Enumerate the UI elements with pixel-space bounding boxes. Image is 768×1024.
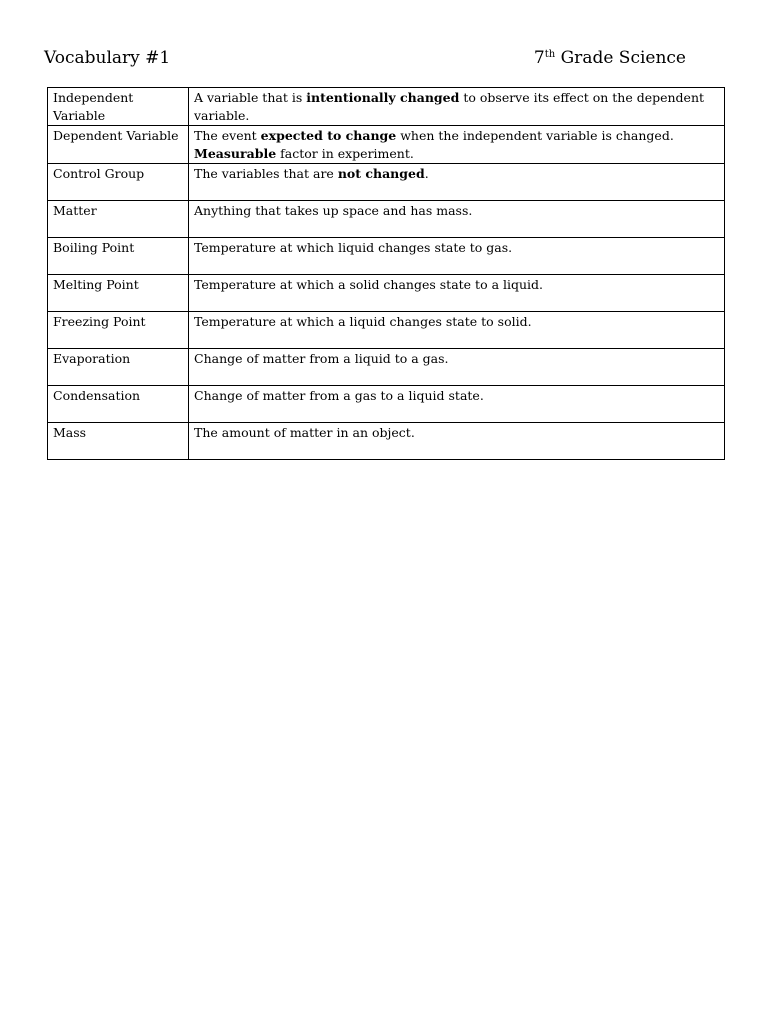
vocabulary-row <box>48 386 725 423</box>
definition-emphasis: intentionally changed <box>306 90 460 105</box>
vocabulary-row <box>48 312 725 349</box>
definition-emphasis: not changed <box>337 166 425 181</box>
definition-text: when the independent variable is changed. <box>396 128 674 143</box>
vocabulary-definition <box>189 349 725 386</box>
vocabulary-term: Freezing Point <box>48 312 189 349</box>
grade-subject: Grade Science <box>555 48 686 68</box>
vocabulary-term: Independent Variable <box>48 88 189 126</box>
definition-text: A variable that is <box>194 90 307 105</box>
vocabulary-term: Control Group <box>48 164 189 201</box>
vocabulary-row <box>48 275 725 312</box>
vocabulary-definition <box>189 126 725 164</box>
definition-text: Temperature at which liquid changes state to gas. <box>194 240 513 255</box>
vocabulary-row <box>48 164 725 201</box>
definition-text: Temperature at which a solid changes state to a liquid. <box>194 277 544 292</box>
vocabulary-definition <box>189 423 725 460</box>
definition-text: . <box>424 166 429 181</box>
vocabulary-term: Condensation <box>48 386 189 423</box>
definition-text: to observe its effect on the dependent variable. <box>194 90 705 123</box>
vocabulary-row <box>48 349 725 386</box>
page-title: Vocabulary #1 <box>44 48 171 68</box>
vocabulary-definition <box>189 88 725 126</box>
definition-text: Temperature at which a liquid changes state to solid. <box>194 314 532 329</box>
vocabulary-table-body <box>48 88 725 460</box>
vocabulary-definition <box>189 386 725 423</box>
grade-number: 7 <box>533 48 545 68</box>
definition-text: Change of matter from a gas to a liquid state. <box>194 388 484 403</box>
definition-text: The variables that are <box>194 166 338 181</box>
vocabulary-definition <box>189 238 725 275</box>
definition-text: The amount of matter in an object. <box>194 425 415 440</box>
vocabulary-term: Evaporation <box>48 349 189 386</box>
vocabulary-row <box>48 238 725 275</box>
vocabulary-term: Melting Point <box>48 275 189 312</box>
vocabulary-table <box>47 87 725 460</box>
definition-text: The event <box>194 128 261 143</box>
vocabulary-term: Mass <box>48 423 189 460</box>
grade-ordinal-suffix: th <box>544 49 556 60</box>
vocabulary-term: Boiling Point <box>48 238 189 275</box>
definition-text: factor in experiment. <box>276 146 414 161</box>
vocabulary-row <box>48 88 725 126</box>
vocabulary-term: Dependent Variable <box>48 126 189 164</box>
grade-label <box>534 48 686 68</box>
vocabulary-row <box>48 423 725 460</box>
vocabulary-row <box>48 201 725 238</box>
vocabulary-row <box>48 126 725 164</box>
definition-text: Change of matter from a liquid to a gas. <box>194 351 449 366</box>
vocabulary-term: Matter <box>48 201 189 238</box>
definition-text: Anything that takes up space and has mass. <box>194 203 473 218</box>
vocabulary-definition <box>189 275 725 312</box>
definition-emphasis: Measurable <box>194 146 277 161</box>
page-header <box>44 48 686 74</box>
vocabulary-definition <box>189 201 725 238</box>
definition-emphasis: expected to change <box>260 128 397 143</box>
vocabulary-definition <box>189 312 725 349</box>
vocabulary-definition <box>189 164 725 201</box>
